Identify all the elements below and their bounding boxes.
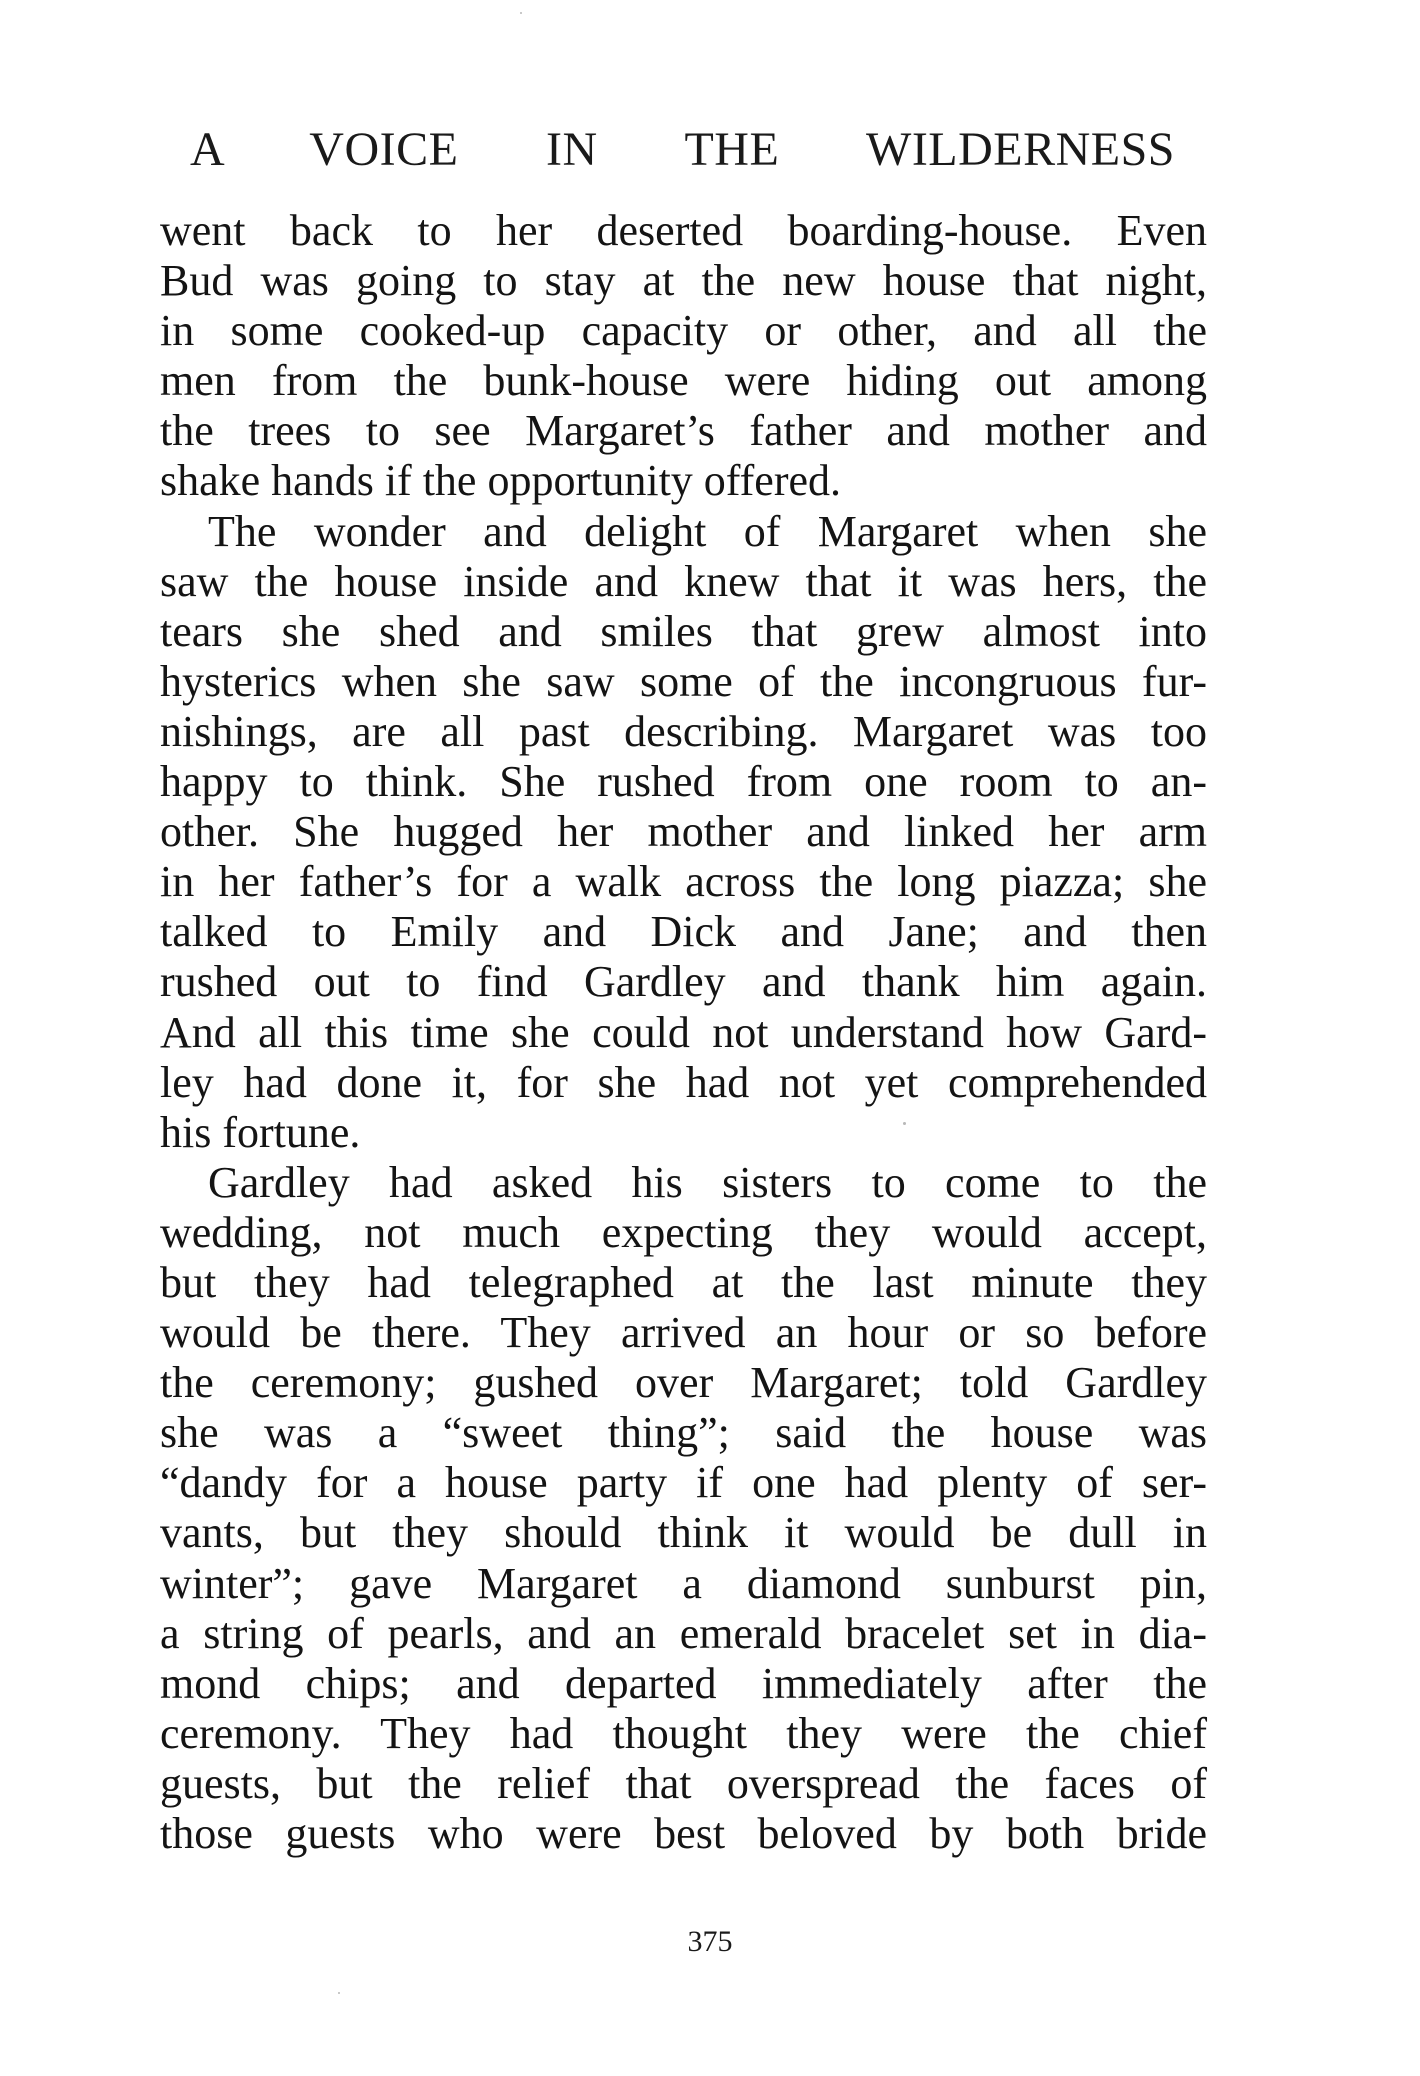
text-line: those guests who were best beloved by both bride (160, 1809, 1207, 1858)
text-line: Bud was going to stay at the new house that night, (160, 256, 1207, 306)
text-line: Gardley had asked his sisters to come to the (208, 1157, 1207, 1207)
text-line: talked to Emily and Dick and Jane; and then (160, 907, 1207, 957)
text-line: mond chips; and departed immediately after the (160, 1658, 1207, 1708)
text-line: would be there. They arrived an hour or so before (160, 1308, 1207, 1358)
paragraph-3 (160, 1158, 1207, 1859)
text-line: a string of pearls, and an emerald bracelet set in dia- (160, 1608, 1207, 1658)
paragraph-2 (160, 507, 1207, 1158)
text-line: she was a “sweet thing”; said the house was (160, 1408, 1207, 1458)
text-line: the trees to see Margaret’s father and mother and (160, 406, 1207, 456)
text-line: The wonder and delight of Margaret when she (208, 506, 1207, 556)
text-line: other. She hugged her mother and linked her arm (160, 807, 1207, 857)
text-line: rushed out to find Gardley and thank him again. (160, 957, 1207, 1007)
text-line: tears she shed and smiles that grew almost into (160, 606, 1207, 656)
page-number: 375 (687, 1925, 733, 1958)
paragraph-1 (160, 206, 1207, 507)
text-line: men from the bunk-house were hiding out among (160, 356, 1207, 406)
text-line: saw the house inside and knew that it was hers, the (160, 556, 1207, 606)
paper-speck (520, 12, 522, 14)
paper-speck (903, 1122, 906, 1125)
text-line: wedding, not much expecting they would accept, (160, 1207, 1207, 1257)
text-line: went back to her deserted boarding-house. Even (160, 206, 1207, 255)
text-line: ceremony. They had thought they were the chief (160, 1708, 1207, 1758)
body-text (160, 206, 1207, 1859)
text-line: shake hands if the opportunity offered. (160, 456, 842, 506)
text-line: “dandy for a house party if one had plenty of ser- (160, 1458, 1207, 1508)
paper-speck (338, 1992, 340, 1994)
text-line: guests, but the relief that overspread the faces of (160, 1758, 1207, 1808)
text-line: vants, but they should think it would be dull in (160, 1508, 1207, 1558)
text-line: winter”; gave Margaret a diamond sunburst pin, (160, 1558, 1207, 1608)
text-line: but they had telegraphed at the last minute they (160, 1257, 1207, 1307)
text-line: nishings, are all past describing. Margaret was too (160, 706, 1207, 756)
text-line: hysterics when she saw some of the incongruous fur- (160, 656, 1207, 706)
text-line: in her father’s for a walk across the long piazza; she (160, 857, 1207, 907)
text-line: ley had done it, for she had not yet comprehended (160, 1057, 1207, 1107)
text-line: And all this time she could not understand how Gard- (160, 1007, 1207, 1057)
text-line: the ceremony; gushed over Margaret; told Gardley (160, 1358, 1207, 1408)
text-line: in some cooked-up capacity or other, and all the (160, 306, 1207, 356)
text-line: happy to think. She rushed from one room to an- (160, 757, 1207, 807)
running-head: A VOICE IN THE WILDERNESS (190, 123, 1175, 176)
text-line: his fortune. (160, 1107, 361, 1157)
